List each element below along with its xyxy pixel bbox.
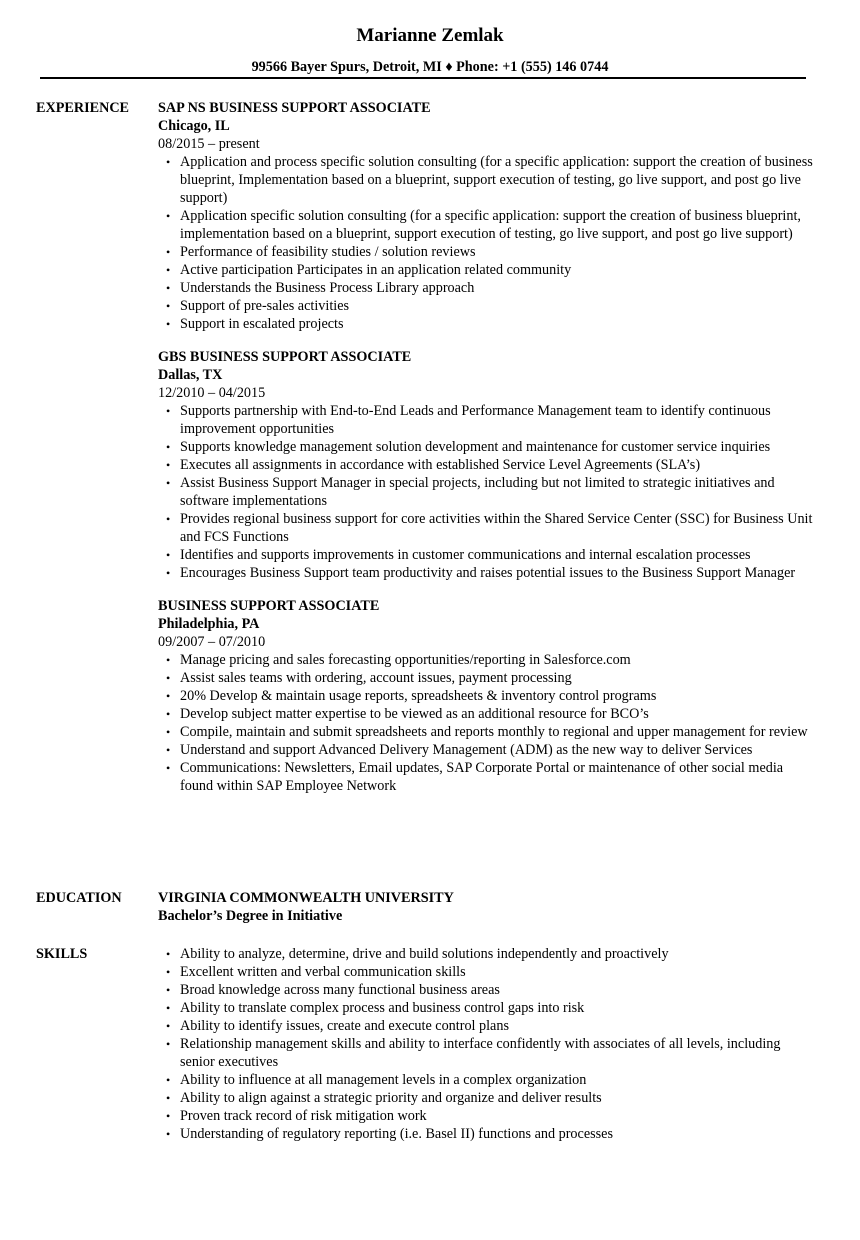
resume-header xyxy=(0,24,860,76)
job-location: Chicago, IL xyxy=(158,118,230,134)
bullet-item: • Assist sales teams with ordering, account issues, payment processing xyxy=(180,669,818,687)
school-name: VIRGINIA COMMONWEALTH UNIVERSITY xyxy=(158,890,454,906)
bullet-item: • Executes all assignments in accordance with established Service Level Agreements (SLA’s) xyxy=(180,456,818,474)
skill-item: • Ability to align against a strategic priority and organize and deliver results xyxy=(180,1089,818,1107)
skill-item: • Excellent written and verbal communication skills xyxy=(180,963,818,981)
job-title: BUSINESS SUPPORT ASSOCIATE xyxy=(158,598,380,614)
bullet-item: • Manage pricing and sales forecasting opportunities/reporting in Salesforce.com xyxy=(180,651,818,669)
skill-item: • Understanding of regulatory reporting (i.e. Basel II) functions and processes xyxy=(180,1125,818,1143)
skill-item: • Ability to identify issues, create and execute control plans xyxy=(180,1017,818,1035)
bullet-item: • Performance of feasibility studies / solution reviews xyxy=(180,243,818,261)
bullet-item: • Provides regional business support for core activities within the Shared Service Center (SSC) for Business Unit and FCS Functions xyxy=(180,510,818,546)
skill-item: • Ability to influence at all management levels in a complex organization xyxy=(180,1071,818,1089)
job-bullets xyxy=(158,402,818,582)
bullet-item: • Compile, maintain and submit spreadsheets and reports monthly to regional and upper management for review xyxy=(180,723,818,741)
experience-body xyxy=(158,99,818,810)
education-body xyxy=(158,889,818,925)
bullet-item: • Application specific solution consulting (for a specific application: support the creation of business blueprint, implementation based on a blueprint, support execution of testing, go live support, and post go live support) xyxy=(180,207,818,243)
section-label-skills: SKILLS xyxy=(36,946,88,962)
bullet-item: • Supports knowledge management solution development and maintenance for customer service inquiries xyxy=(180,438,818,456)
skills-list xyxy=(158,945,818,1143)
job-location: Philadelphia, PA xyxy=(158,616,260,632)
job-dates: 08/2015 – present xyxy=(158,136,260,152)
bullet-item: • Understands the Business Process Library approach xyxy=(180,279,818,297)
job-bullets xyxy=(158,153,818,333)
job-title: SAP NS BUSINESS SUPPORT ASSOCIATE xyxy=(158,100,431,116)
degree: Bachelor’s Degree in Initiative xyxy=(158,908,343,924)
bullet-item: • Identifies and supports improvements in customer communications and internal escalation processes xyxy=(180,546,818,564)
contact-line: 99566 Bayer Spurs, Detroit, MI ♦ Phone: +1 (555) 146 0744 xyxy=(251,59,609,75)
header-divider xyxy=(40,77,806,79)
bullet-item: • Communications: Newsletters, Email updates, SAP Corporate Portal or maintenance of other social media found within SAP Employee Network xyxy=(180,759,818,795)
skill-item: • Proven track record of risk mitigation work xyxy=(180,1107,818,1125)
bullet-item: • Support in escalated projects xyxy=(180,315,818,333)
bullet-item: • Develop subject matter expertise to be viewed as an additional resource for BCO’s xyxy=(180,705,818,723)
skill-item: • Ability to analyze, determine, drive and build solutions independently and proactively xyxy=(180,945,818,963)
skills-body xyxy=(158,945,818,1143)
job-dates: 09/2007 – 07/2010 xyxy=(158,634,266,650)
bullet-item: • Supports partnership with End-to-End Leads and Performance Management team to identify continuous improvement opportunities xyxy=(180,402,818,438)
bullet-item: • 20% Develop & maintain usage reports, spreadsheets & inventory control programs xyxy=(180,687,818,705)
bullet-item: • Assist Business Support Manager in special projects, including but not limited to strategic initiatives and software implementations xyxy=(180,474,818,510)
skill-item: • Broad knowledge across many functional business areas xyxy=(180,981,818,999)
job-location: Dallas, TX xyxy=(158,367,223,383)
job-entry xyxy=(158,99,818,333)
section-label-experience: EXPERIENCE xyxy=(36,100,130,116)
job-dates: 12/2010 – 04/2015 xyxy=(158,385,266,401)
bullet-item: • Understand and support Advanced Delivery Management (ADM) as the new way to deliver Services xyxy=(180,741,818,759)
bullet-item: • Encourages Business Support team productivity and raises potential issues to the Business Support Manager xyxy=(180,564,818,582)
candidate-name: Marianne Zemlak xyxy=(356,25,504,46)
bullet-item: • Active participation Participates in an application related community xyxy=(180,261,818,279)
job-title: GBS BUSINESS SUPPORT ASSOCIATE xyxy=(158,349,412,365)
bullet-item: • Support of pre-sales activities xyxy=(180,297,818,315)
job-entry xyxy=(158,597,818,795)
section-label-education: EDUCATION xyxy=(36,890,122,906)
skill-item: • Ability to translate complex process and business control gaps into risk xyxy=(180,999,818,1017)
bullet-item: • Application and process specific solution consulting (for a specific application: support the creation of business blueprint, Implementation based on a blueprint, support execution of testing, go live support, and post go live support) xyxy=(180,153,818,207)
job-bullets xyxy=(158,651,818,795)
job-entry xyxy=(158,348,818,582)
skill-item: • Relationship management skills and ability to interface confidently with associates of all levels, including senior executives xyxy=(180,1035,818,1071)
